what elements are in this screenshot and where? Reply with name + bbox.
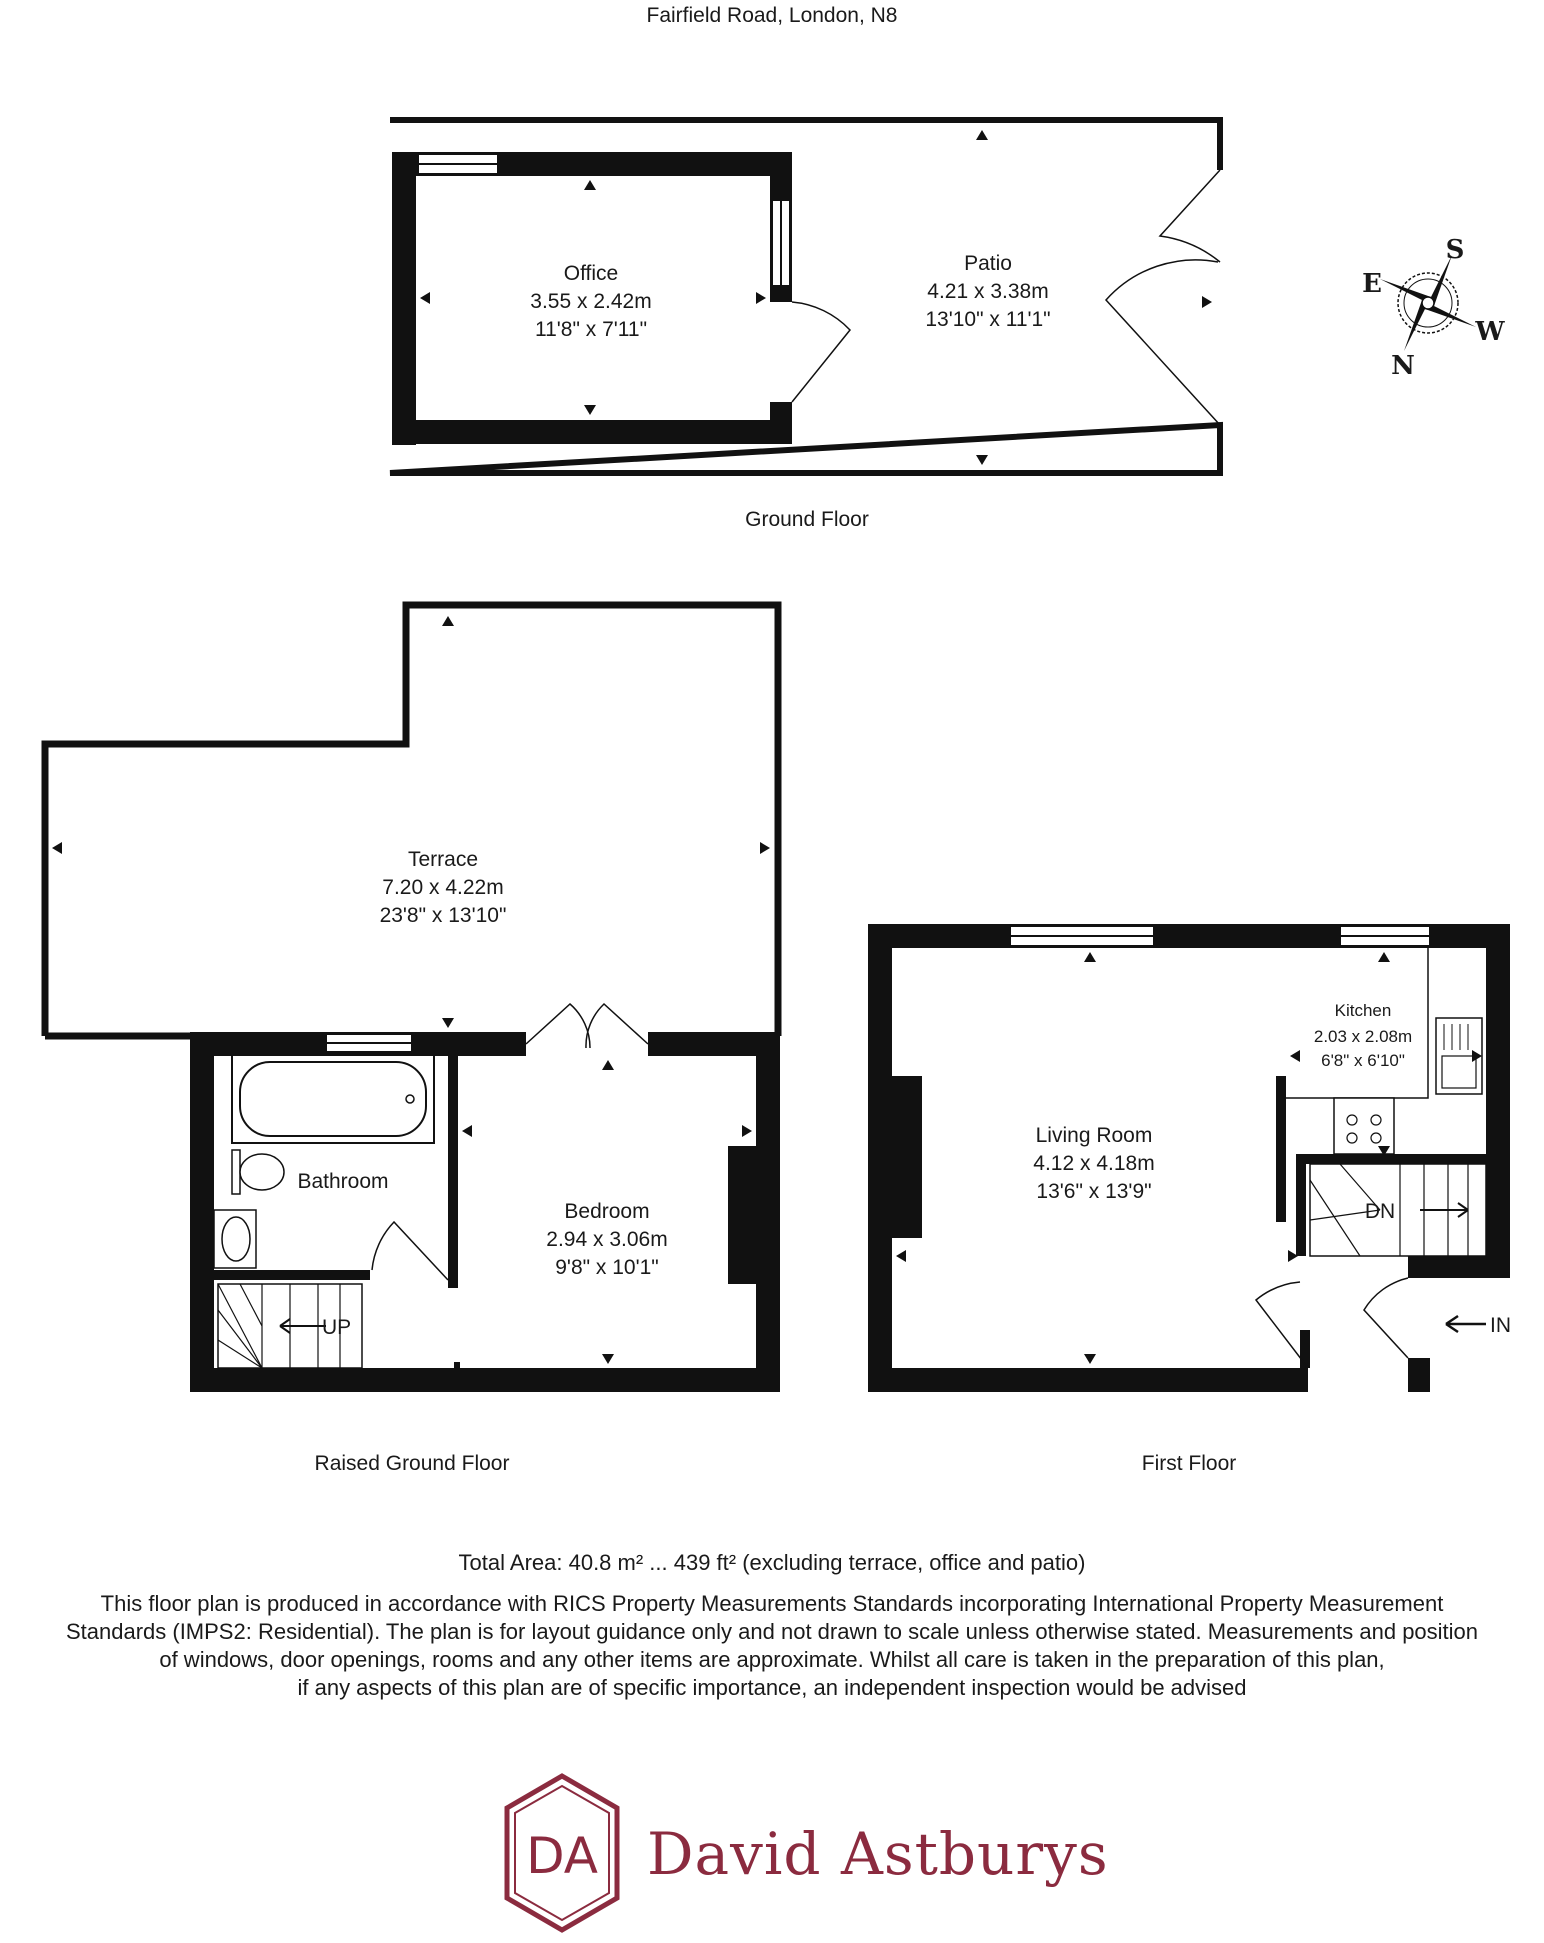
patio-metric: 4.21 x 3.38m [927,280,1049,303]
disclaimer-line: This floor plan is produced in accordance with RICS Property Measurements Standards incorporating International Property Measurement [100,1591,1444,1616]
chimney-breast [892,1076,922,1238]
bedroom-name: Bedroom [564,1200,650,1223]
patio-door-top [1160,170,1220,262]
brand-logo [497,1768,1109,1938]
up-arrow-icon [280,1319,326,1333]
bathroom-stair-partition [214,1270,370,1280]
disclaimer-line: if any aspects of this plan are of specific importance, an independent inspection would be advised [297,1675,1247,1700]
compass-w-label: W [1475,317,1505,347]
bath-icon [232,1055,434,1143]
raised-ground-floor-label: Raised Ground Floor [314,1452,510,1475]
office-door-swing [792,302,850,402]
total-area: Total Area: 40.8 m² ... 439 ft² (excluding terrace, office and patio) [458,1550,1086,1575]
bathroom-name: Bathroom [297,1170,389,1193]
raised-ground-floor-plan [45,605,780,1475]
bathroom-door-swing [372,1222,448,1280]
terrace-name: Terrace [407,848,479,871]
kitchen-metric: 2.03 x 2.08m [1313,1027,1413,1046]
terrace-door-left [526,1004,590,1048]
bedroom-wardrobe [728,1146,756,1284]
house-monogram-icon [497,1768,627,1938]
kitchen-worktop [1286,948,1428,1098]
disclaimer-line: Standards (IMPS2: Residential). The plan is for layout guidance only and not drawn to scale unless otherwise stated. Measurements and position [65,1619,1479,1644]
compass-n-label: N [1391,351,1415,381]
first-wall-south-right [1408,1358,1430,1392]
bedroom-imperial: 9'8" x 10'1" [555,1256,659,1279]
stair-partition-west [1296,1158,1306,1256]
property-address: Fairfield Road, London, N8 [646,4,898,27]
raised-wall-east [756,1032,780,1392]
terrace-boundary [45,605,778,1036]
raised-wall-south [190,1368,780,1392]
patio-name: Patio [964,252,1012,275]
kitchen-partition [1276,1076,1286,1222]
raised-wall-west [190,1032,214,1392]
first-wall-south-left [868,1368,1308,1392]
ground-floor-plan [390,120,1220,531]
stairs-down [1310,1164,1486,1256]
living-imperial: 13'6" x 13'9" [1036,1180,1152,1203]
hob-icon [1334,1098,1394,1154]
living-metric: 4.12 x 4.18m [1033,1152,1155,1175]
ground-floor-label: Ground Floor [745,508,869,531]
brand-monogram: DA [526,1827,598,1885]
stair-wall-south [1408,1256,1510,1278]
terrace-imperial: 23'8" x 13'10" [379,904,507,927]
disclaimer [0,1590,1544,1702]
entrance-label: IN [1490,1314,1511,1337]
first-floor-label: First Floor [1141,1452,1237,1475]
bathroom-bedroom-partition [448,1056,458,1288]
kitchen-imperial: 6'8" x 6'10" [1321,1051,1405,1070]
patio-imperial: 13'10" x 11'1" [925,308,1051,331]
office-wall-south [392,420,792,444]
first-wall-east [1486,924,1510,1278]
terrace-metric: 7.20 x 4.22m [382,876,504,899]
stairs-up-label: UP [322,1316,352,1339]
office-imperial: 11'8" x 7'11" [534,318,648,341]
down-arrow-icon [1420,1203,1468,1217]
brand-name: David Astburys [647,1820,1109,1888]
stair-partition-north [1296,1154,1486,1164]
office-name: Office [563,262,619,285]
toilet-icon [232,1150,284,1194]
stairs-down-label: DN [1364,1200,1396,1223]
office-wall-east-lower [770,402,792,444]
entrance-arrow-icon [1446,1316,1486,1332]
bedroom-metric: 2.94 x 3.06m [546,1228,668,1251]
disclaimer-line: of windows, door openings, rooms and any other items are approximate. Whilst all care is taken in the preparation of this plan, [159,1647,1385,1672]
first-wall-west [868,924,892,1392]
entrance-door-swing [1364,1278,1408,1358]
office-metric: 3.55 x 2.42m [530,290,652,313]
compass-icon [1362,235,1505,381]
basin-icon [214,1210,256,1268]
stairs-up [218,1284,362,1368]
first-floor-plan [868,924,1511,1475]
living-name: Living Room [1035,1124,1153,1147]
compass-s-label: S [1445,235,1465,265]
terrace-door-right [586,1004,648,1048]
kitchen-name: Kitchen [1334,1001,1392,1020]
patio-door-bottom [1106,260,1220,425]
office-wall-west [392,152,416,445]
compass-e-label: E [1362,269,1382,299]
